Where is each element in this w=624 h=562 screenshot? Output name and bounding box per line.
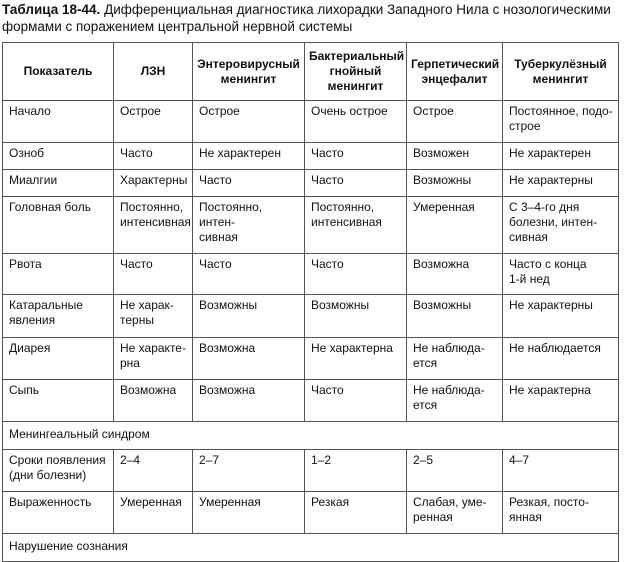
- table-cell: Часто: [193, 170, 305, 197]
- table-cell: Характерны: [114, 170, 193, 197]
- table-cell: Возможен: [407, 143, 503, 170]
- table-cell: Часто: [305, 380, 407, 422]
- table-cell: Умеренная: [114, 492, 193, 534]
- table-cell: Сыпь: [3, 380, 114, 422]
- diagnosis-table: [2, 42, 619, 562]
- table-cell: Возможны: [407, 295, 503, 338]
- table-cell: Возможны: [193, 295, 305, 338]
- table-cell: Возможна: [193, 380, 305, 422]
- table-row: [3, 380, 619, 422]
- col-header-tuberculous: Туберкулёзный менингит: [503, 43, 619, 101]
- table-row: [3, 450, 619, 492]
- table-row: [3, 338, 619, 380]
- table-cell: Катаральные явления: [3, 295, 114, 338]
- table-cell: Очень острое: [305, 101, 407, 143]
- table-cell: Возможны: [407, 170, 503, 197]
- table-cell: Не характерен: [193, 143, 305, 170]
- caption-text: Дифференциальная диагностика лихорадки Западного Нила с нозологическими формами с поражением центральной нервной системы: [2, 2, 611, 34]
- table-row: [3, 143, 619, 170]
- table-cell: Часто с конца 1-й нед: [503, 254, 619, 295]
- table-row: [3, 492, 619, 534]
- table-cell: С 3–4-го дня болезни, интен- сивная: [503, 197, 619, 254]
- table-cell: 2–7: [193, 450, 305, 492]
- header-row: [3, 43, 619, 101]
- table-cell: Постоянно, интенсивная: [305, 197, 407, 254]
- section-heading-consciousness: Нарушение сознания: [3, 534, 619, 562]
- col-header-indicator: Показатель: [3, 43, 114, 101]
- table-cell: 2–4: [114, 450, 193, 492]
- col-header-enteroviral: Энтеровирусный менингит: [193, 43, 305, 101]
- col-header-herpetic: Герпетический энцефалит: [407, 43, 503, 101]
- table-cell: Не характерны: [503, 295, 619, 338]
- table-cell: Головная боль: [3, 197, 114, 254]
- table-cell: Острое: [193, 101, 305, 143]
- col-header-wnf: ЛЗН: [114, 43, 193, 101]
- table-cell: Не наблюда- ется: [407, 338, 503, 380]
- table-cell: Часто: [193, 254, 305, 295]
- table-cell: Постоянное, подо- строе: [503, 101, 619, 143]
- table-cell: Часто: [114, 143, 193, 170]
- table-cell: Диарея: [3, 338, 114, 380]
- table-cell: Возможна: [193, 338, 305, 380]
- table-cell: Начало: [3, 101, 114, 143]
- table-row: [3, 170, 619, 197]
- table-cell: Возможна: [407, 254, 503, 295]
- table-cell: Не характерны: [503, 170, 619, 197]
- table-cell: Не харак- терны: [114, 295, 193, 338]
- table-cell: Рвота: [3, 254, 114, 295]
- table-cell: Часто: [305, 170, 407, 197]
- table-row: [3, 254, 619, 295]
- table-row: [3, 295, 619, 338]
- section-row: [3, 534, 619, 562]
- table-caption: [2, 1, 620, 35]
- table-row: [3, 197, 619, 254]
- table-cell: Возможна: [114, 380, 193, 422]
- table-cell: Резкая: [305, 492, 407, 534]
- table-cell: Часто: [305, 254, 407, 295]
- table-row: [3, 101, 619, 143]
- table-cell: Не характерен: [503, 143, 619, 170]
- table-cell: Постоянно, интен- сивная: [193, 197, 305, 254]
- table-cell: Не наблюда- ется: [407, 380, 503, 422]
- table-cell: Не характерна: [503, 380, 619, 422]
- table-cell: 1–2: [305, 450, 407, 492]
- table-cell: Острое: [407, 101, 503, 143]
- table-cell: Выраженность: [3, 492, 114, 534]
- table-cell: Не характерна: [305, 338, 407, 380]
- table-cell: Возможны: [305, 295, 407, 338]
- table-cell: Слабая, уме- ренная: [407, 492, 503, 534]
- table-cell: Миалгии: [3, 170, 114, 197]
- table-cell: Резкая, посто- янная: [503, 492, 619, 534]
- section-row: [3, 422, 619, 450]
- table-cell: 2–5: [407, 450, 503, 492]
- table-cell: Умеренная: [193, 492, 305, 534]
- table-cell: 4–7: [503, 450, 619, 492]
- section-heading-meningeal: Менингеальный синдром: [3, 422, 619, 450]
- table-cell: Часто: [305, 143, 407, 170]
- table-cell: Острое: [114, 101, 193, 143]
- table-cell: Часто: [114, 254, 193, 295]
- table-cell: Озноб: [3, 143, 114, 170]
- table-cell: Постоянно, интенсивная: [114, 197, 193, 254]
- table-cell: Не наблюдается: [503, 338, 619, 380]
- caption-label: Таблица 18-44.: [2, 2, 101, 17]
- table-cell: Сроки появления (дни болезни): [3, 450, 114, 492]
- table-cell: Умеренная: [407, 197, 503, 254]
- col-header-bacterial: Бактериальный гнойный менингит: [305, 43, 407, 101]
- table-cell: Не характе- рна: [114, 338, 193, 380]
